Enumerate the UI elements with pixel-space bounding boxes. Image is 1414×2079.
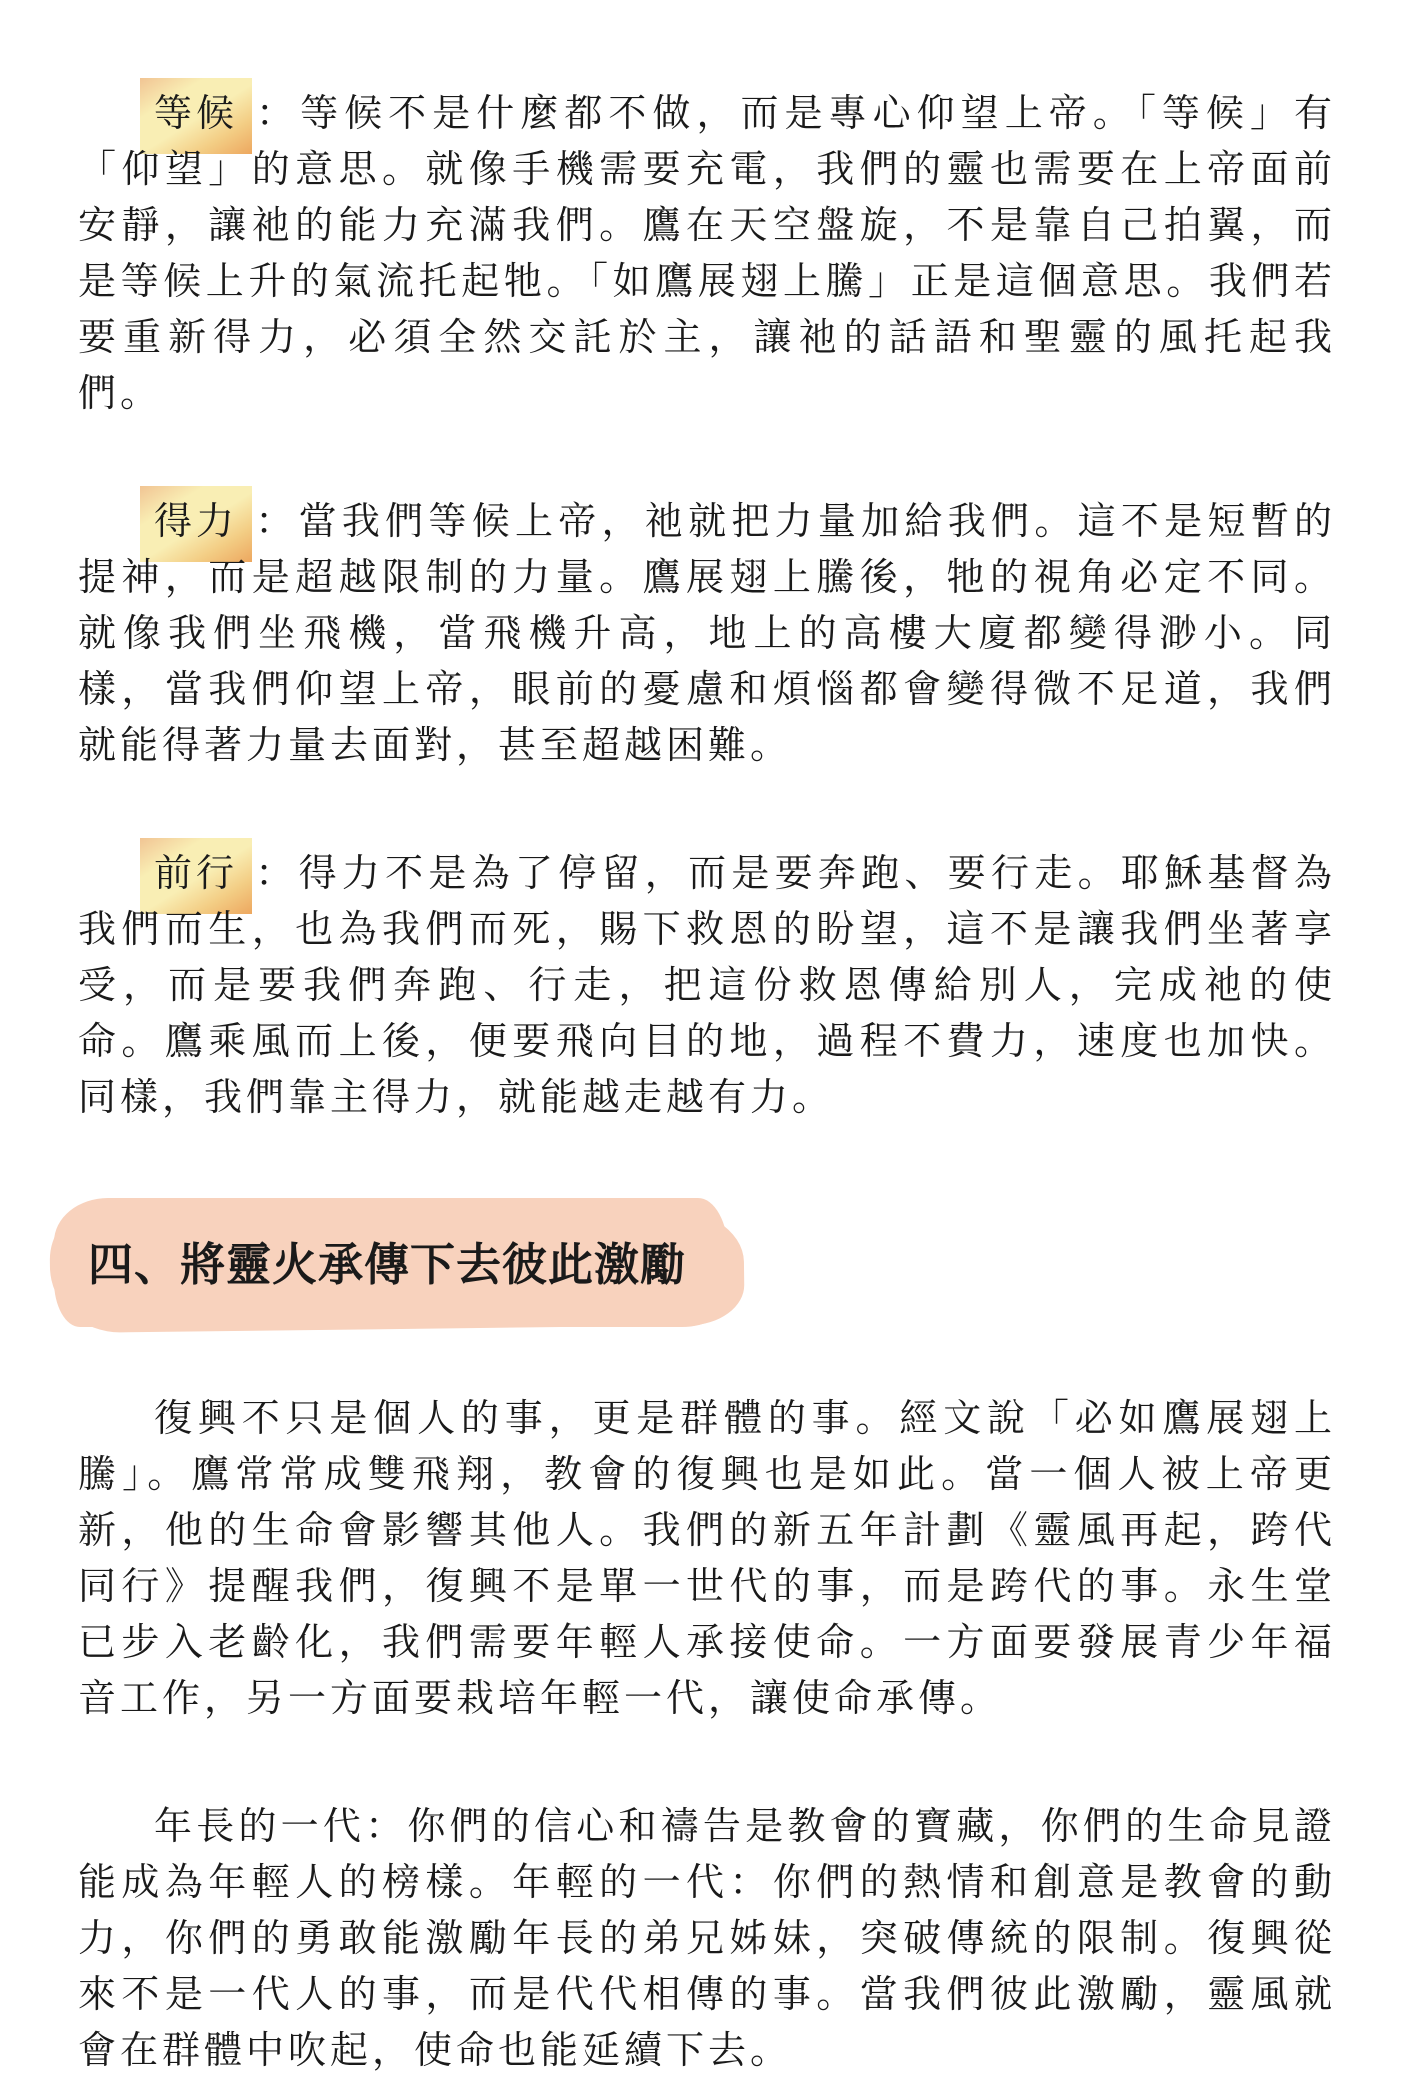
paragraph-moving-forward-text: ：得力不是為了停留，而是要奔跑、要行走。耶穌基督為我們而生，也為我們而死，賜下救恩的盼望，這不是讓我們坐著享受，而是要我們奔跑、行走，把這份救恩傳給別人，完成祂的使命。鷹乘風而上後，便要飛向目的地，過程不費力，速度也加快。同樣，我們靠主得力，就能越走越有力。: [78, 853, 1336, 1119]
highlighted-term-moving-forward: 前行: [140, 838, 252, 914]
highlighted-term-gaining-strength: 得力: [140, 486, 252, 562]
paragraph-waiting: [78, 86, 1336, 422]
section-four-heading: 四、將靈火承傳下去彼此激勵: [54, 1198, 728, 1327]
paragraph-waiting-text: ：等候不是什麼都不做，而是專心仰望上帝。「等候」有「仰望」的意思。就像手機需要充電，我們的靈也需要在上帝面前安靜，讓祂的能力充滿我們。鷹在天空盤旋，不是靠自己拍翼，而是等候上升的氣流托起牠。「如鷹展翅上騰」正是這個意思。我們若要重新得力，必須全然交託於主，讓祂的話語和聖靈的風托起我們。: [78, 93, 1336, 415]
paragraph-gaining-strength-text: ：當我們等候上帝，祂就把力量加給我們。這不是短暫的提神，而是超越限制的力量。鷹展翅上騰後，牠的視角必定不同。就像我們坐飛機，當飛機升高，地上的高樓大廈都變得渺小。同樣，當我們仰望上帝，眼前的憂慮和煩惱都會變得微不足道，我們就能得著力量去面對，甚至超越困難。: [78, 501, 1336, 767]
paragraph-revival-communal: 復興不只是個人的事，更是群體的事。經文說「必如鷹展翅上騰」。鷹常常成雙飛翔，教會的復興也是如此。當一個人被上帝更新，他的生命會影響其他人。我們的新五年計劃《靈風再起，跨代同行》提醒我們，復興不是單一世代的事，而是跨代的事。永生堂已步入老齡化，我們需要年輕人承接使命。一方面要發展青少年福音工作，另一方面要栽培年輕一代，讓使命承傳。: [78, 1398, 1336, 1720]
highlighted-term-waiting: 等候: [140, 78, 252, 154]
paragraph-gaining-strength: [78, 494, 1336, 774]
section-heading-row: [54, 1198, 1336, 1327]
paragraph-generations: 年長的一代：你們的信心和禱告是教會的寶藏，你們的生命見證能成為年輕人的榜樣。年輕的一代：你們的熱情和創意是教會的動力，你們的勇敢能激勵年長的弟兄姊妹，突破傳統的限制。復興從來不是一代人的事，而是代代相傳的事。當我們彼此激勵，靈風就會在群體中吹起，使命也能延續下去。: [78, 1806, 1336, 2072]
paragraph-moving-forward: [78, 846, 1336, 1126]
